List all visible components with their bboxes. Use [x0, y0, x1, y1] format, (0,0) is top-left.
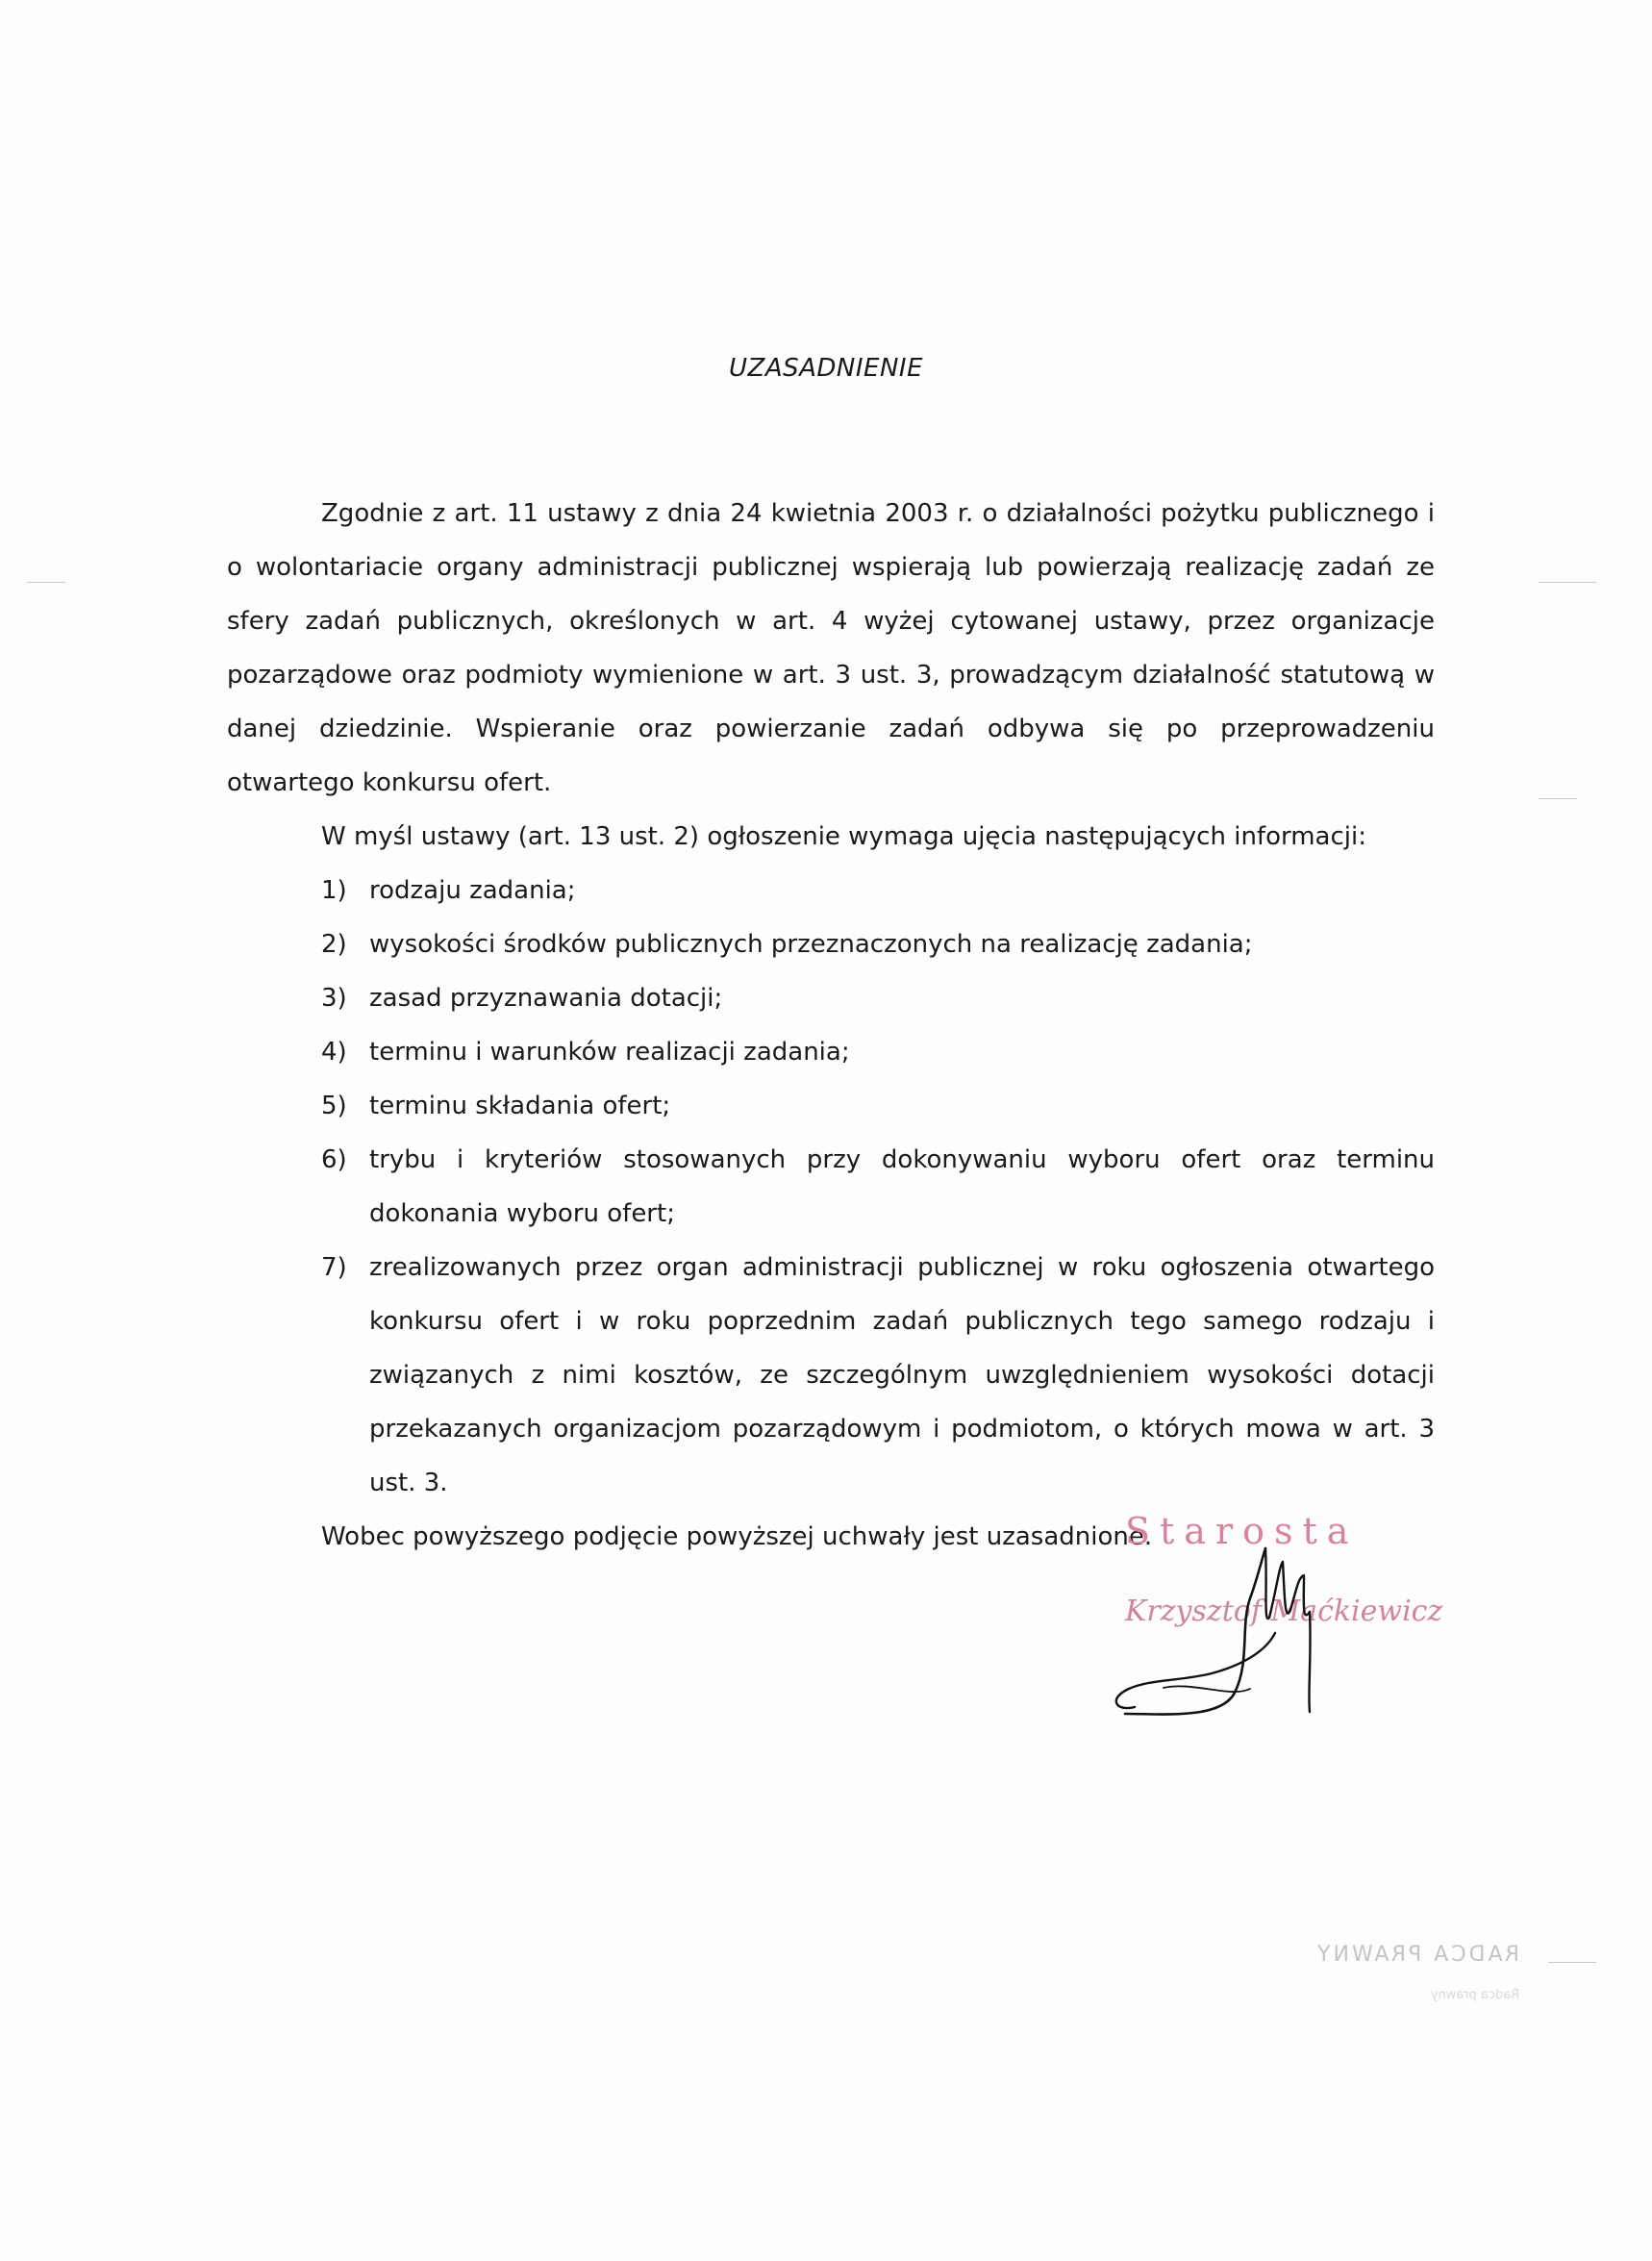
list-item-number: 7) [321, 1253, 347, 1282]
closing-statement: Wobec powyższego podjęcie powyższej uchwały jest uzasadnione. [321, 1522, 1153, 1551]
scan-artifact-left [27, 582, 65, 583]
paragraph-requirements-intro: W myśl ustawy (art. 13 ust. 2) ogłoszenie wymaga ujęcia następujących informacji: [321, 822, 1366, 851]
list-item-number: 6) [321, 1145, 347, 1174]
stamp-name: Krzysztof Maćkiewicz [1125, 1595, 1443, 1628]
faint-stamp-title: RADCA PRAWNY [1314, 1943, 1519, 1967]
signature-block [1106, 1510, 1452, 1741]
list-item-text: trybu i kryteriów stosowanych przy dokonywaniu wyboru ofert oraz terminu dokonania wyboru ofert; [369, 1145, 1435, 1228]
list-item-number: 2) [321, 930, 347, 959]
faint-legal-stamp [1250, 1943, 1519, 2020]
document-body [227, 487, 1435, 1564]
paragraph-legal-basis: Zgodnie z art. 11 ustawy z dnia 24 kwietnia 2003 r. o działalności pożytku publicznego i o wolontariacie organy administracji publicznej wspierają lub powierzają realizację zadań ze sfery zadań publicznych, określonych w art. 4 wyżej cytowanej ustawy, przez organizacje pozarządowe oraz podmioty wymienione w art. 3 ust. 3, prowadzącym działalność statutową w danej dziedzinie. Wspieranie oraz powierzanie zadań odbywa się po przeprowadzeniu otwartego konkursu ofert. [227, 499, 1435, 797]
faint-stamp-subtitle: Radca prawny [1430, 1988, 1519, 2002]
list-item-number: 4) [321, 1038, 347, 1067]
list-item [227, 864, 1435, 917]
scan-artifact-bottom-right [1548, 1962, 1596, 1963]
list-item-text: wysokości środków publicznych przeznaczonych na realizację zadania; [369, 930, 1253, 959]
list-item [227, 1025, 1435, 1079]
list-item [227, 1079, 1435, 1133]
list-item [227, 971, 1435, 1025]
list-item-number: 5) [321, 1092, 347, 1120]
list-item-text: zasad przyznawania dotacji; [369, 984, 723, 1013]
document-title: UZASADNIENIE [728, 354, 924, 383]
stamp-role: Starosta [1125, 1510, 1359, 1552]
list-item-text: rodzaju zadania; [369, 876, 576, 905]
list-item-number: 3) [321, 984, 347, 1013]
handwritten-signature [1106, 1510, 1452, 1741]
list-item-text: terminu i warunków realizacji zadania; [369, 1038, 850, 1067]
requirements-list [227, 864, 1435, 1510]
scan-artifact-right [1539, 582, 1596, 583]
list-item-text: terminu składania ofert; [369, 1092, 671, 1120]
list-item-number: 1) [321, 876, 347, 905]
list-item-text: zrealizowanych przez organ administracji publicznej w roku ogłoszenia otwartego konkursu ofert i w roku poprzednim zadań publicznych tego samego rodzaju i związanych z nimi kosztów, ze szczególnym uwzględnieniem wysokości dotacji przekazanych organizacjom pozarządowym i podmiotom, o których mowa w art. 3 ust. 3. [369, 1253, 1435, 1497]
scan-artifact-right-lower [1539, 798, 1577, 799]
list-item [227, 1241, 1435, 1510]
list-item [227, 917, 1435, 971]
list-item [227, 1133, 1435, 1241]
